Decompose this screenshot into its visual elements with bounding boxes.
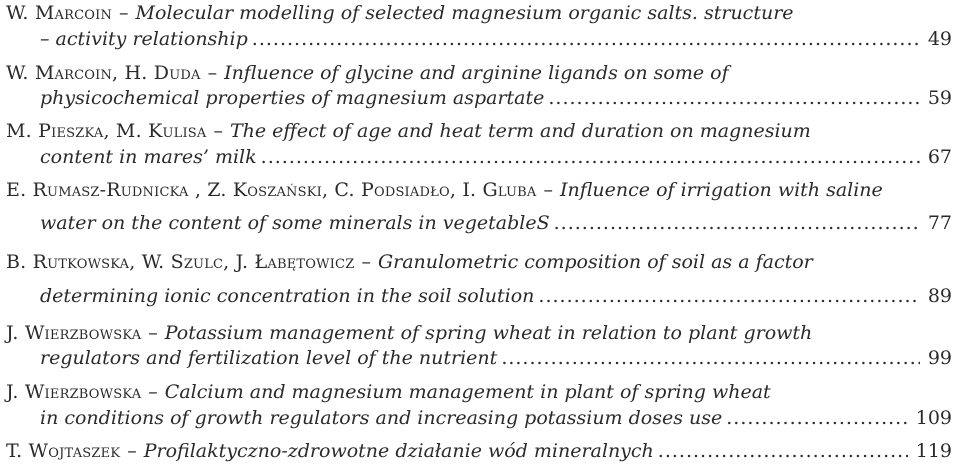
entry-separator: – (119, 2, 129, 24)
toc-entry-3-line-1 (6, 118, 952, 144)
entry-author: W. Marcoin, H. Duda (6, 62, 201, 84)
dot-leader (501, 345, 920, 371)
entry-separator: – (207, 62, 218, 84)
toc-entry-4-line-1 (6, 177, 952, 203)
entry-title: Molecular modelling of selected magnesium organic salts. structure (135, 2, 794, 24)
dot-leader (548, 85, 919, 111)
dot-leader (538, 283, 919, 309)
dot-leader (252, 26, 920, 52)
entry-separator: – (127, 440, 137, 462)
entry-separator: – (543, 179, 554, 201)
toc-entry-1-line-2 (40, 26, 952, 52)
entry-separator: – (148, 322, 158, 344)
toc-entry-7-line-1 (6, 379, 952, 405)
entry-author: B. Rutkowska, W. Szulc, J. Łabętowicz (6, 251, 355, 273)
entry-title-continued: water on the content of some minerals in vegetableS (40, 212, 550, 234)
entry-author: T. Wojtaszek (6, 440, 121, 462)
entry-title: Influence of irrigation with saline (560, 179, 883, 201)
entry-title: Potassium management of spring wheat in relation to plant growth (164, 322, 813, 344)
toc-entry-4-line-2 (40, 210, 952, 236)
entry-title: Granulometric composition of soil as a factor (377, 251, 813, 273)
toc-entry-5-line-1 (6, 249, 952, 275)
entry-title-continued: – activity relationship (40, 28, 248, 50)
entry-page-number: 119 (915, 440, 952, 462)
entry-separator: – (148, 381, 158, 403)
toc-entry-6-line-2 (40, 345, 952, 371)
entry-page-number: 77 (927, 212, 952, 234)
entry-title-continued: content in mares’ milk (40, 146, 257, 168)
entry-page-number: 99 (927, 347, 952, 369)
entry-title-continued: regulators and fertilization level of the nutrient (40, 347, 498, 369)
entry-author: J. Wierzbowska (6, 322, 142, 344)
entry-separator: – (361, 251, 371, 273)
entry-author: M. Pieszka, M. Kulisa (6, 120, 207, 142)
entry-page-number: 49 (927, 28, 952, 50)
entry-author: E. Rumasz-Rudnicka , Z. Koszański, C. Podsiadło, I. Gluba (6, 179, 537, 201)
entry-author: J. Wierzbowska (6, 381, 142, 403)
toc-entry-1-line-1 (6, 0, 952, 26)
entry-title-continued: in conditions of growth regulators and increasing potassium doses use (40, 407, 723, 429)
dot-leader (261, 144, 920, 170)
entry-title: Profilaktyczno-zdrowotne działanie wód mineralnych (143, 440, 654, 462)
entry-page-number: 59 (927, 87, 952, 109)
entry-title: Calcium and magnesium management in plant of spring wheat (164, 381, 771, 403)
entry-title: Influence of glycine and arginine ligands on some of (224, 62, 729, 84)
dot-leader (726, 405, 908, 431)
entry-separator: – (213, 120, 223, 142)
toc-entry-3-line-2 (40, 144, 952, 170)
toc-entry-7-line-2 (40, 405, 952, 431)
dot-leader (554, 210, 920, 236)
entry-title: The effect of age and heat term and duration on magnesium (229, 120, 811, 142)
toc-entry-6-line-1 (6, 320, 952, 346)
dot-leader (658, 438, 908, 464)
toc-entry-8-line-1 (6, 438, 952, 464)
entry-page-number: 89 (927, 285, 952, 307)
entry-title-continued: determining ionic concentration in the soil solution (40, 285, 535, 307)
entry-author: W. Marcoin (6, 2, 113, 24)
entry-title-continued: physicochemical properties of magnesium aspartate (40, 87, 545, 109)
entry-page-number: 67 (927, 146, 952, 168)
entry-page-number: 109 (915, 407, 952, 429)
toc-entry-5-line-2 (40, 283, 952, 309)
toc-entry-2-line-1 (6, 60, 952, 86)
toc-entry-2-line-2 (40, 85, 952, 111)
